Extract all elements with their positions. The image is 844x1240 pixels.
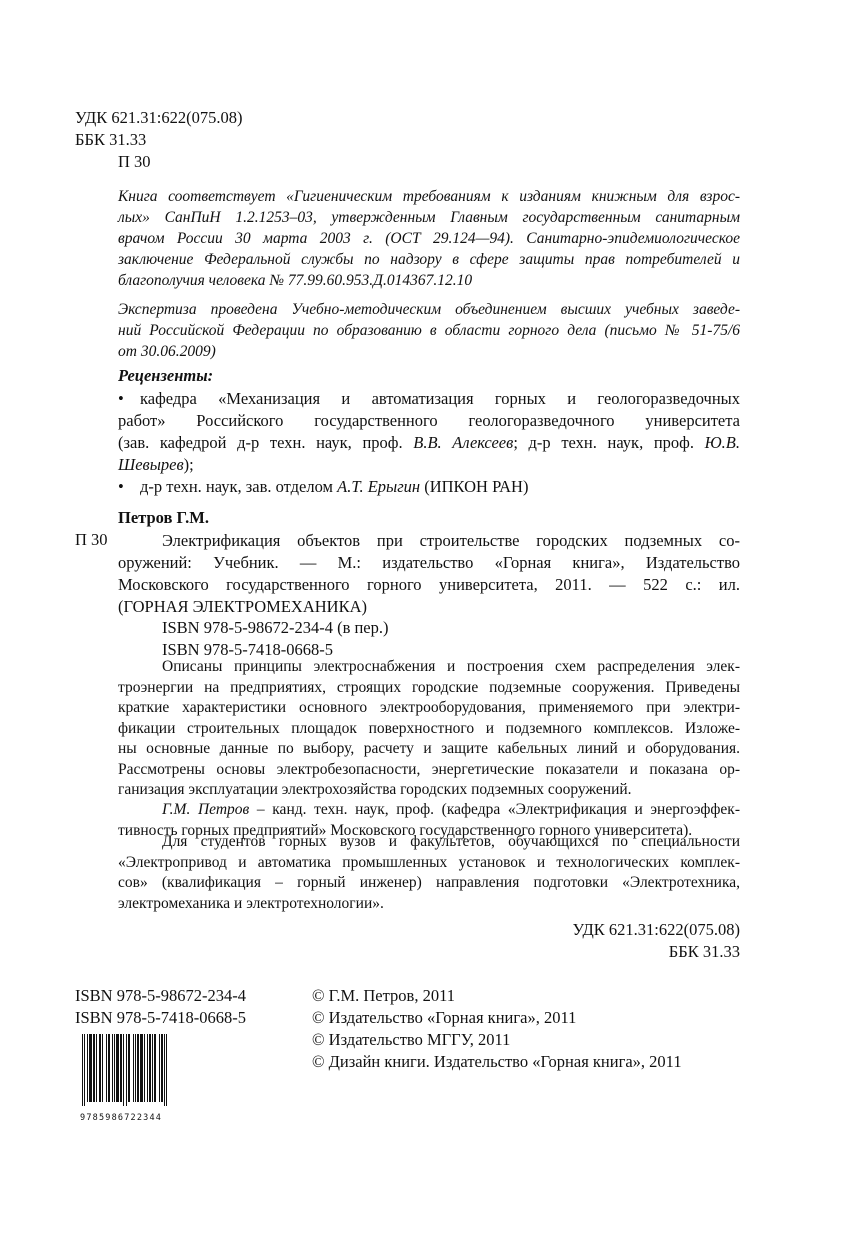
expertise-note bbox=[118, 299, 740, 362]
abstract-line bbox=[118, 800, 740, 821]
barcode-bar bbox=[114, 1034, 115, 1102]
barcode-bar bbox=[135, 1034, 136, 1102]
abstract-paragraph-3 bbox=[118, 832, 740, 914]
barcode-bar bbox=[137, 1034, 139, 1102]
barcode-bar bbox=[87, 1034, 88, 1102]
reviewer-1-text: ; д-р техн. наук, проф. bbox=[513, 433, 705, 452]
abstract-line: электромеханика и электротехнологии». bbox=[118, 894, 384, 912]
hygiene-note-line: Книга соответствует «Гигиеническим требованиям к изданиям книжным для взрос- bbox=[118, 188, 740, 205]
barcode-bar bbox=[126, 1034, 127, 1106]
barcode-bar bbox=[166, 1034, 167, 1106]
bullet-icon: • bbox=[118, 477, 124, 496]
barcode-bar bbox=[147, 1034, 148, 1102]
bbk-code: ББК 31.33 bbox=[75, 130, 147, 149]
expertise-note-line: ний Российской Федерации по образованию в области горного дела (письмо № 51-75/6 bbox=[118, 322, 740, 339]
barcode-bar bbox=[108, 1034, 110, 1102]
footer-isbn-2: ISBN 978-5-7418-0668-5 bbox=[75, 1008, 246, 1027]
abstract-line: Рассмотрены основы электробезопасности, энергетические показатели и показана ор- bbox=[118, 760, 740, 778]
entry-title-line: Московского государственного горного университета, 2011. — 522 с.: ил. bbox=[118, 575, 740, 594]
entry-author: Петров Г.М. bbox=[118, 508, 209, 527]
copyright-line: © Г.М. Петров, 2011 bbox=[312, 986, 455, 1005]
barcode-bar bbox=[128, 1034, 130, 1102]
reviewer-1-line bbox=[118, 432, 740, 454]
barcode-bar bbox=[102, 1034, 103, 1102]
barcode-number: 9785986722344 bbox=[80, 1113, 163, 1123]
abstract-author-name: Г.М. Петров bbox=[162, 801, 250, 818]
abstract-paragraph-1 bbox=[118, 657, 740, 801]
footer-isbn-1: ISBN 978-5-98672-234-4 bbox=[75, 986, 246, 1005]
barcode-bar bbox=[82, 1034, 83, 1106]
barcode-bars bbox=[80, 1034, 192, 1106]
barcode-bar bbox=[133, 1034, 134, 1102]
copyright-line: © Издательство «Горная книга», 2011 bbox=[312, 1008, 577, 1027]
expertise-note-line: от 30.06.2009) bbox=[118, 343, 216, 360]
barcode-bar bbox=[99, 1034, 101, 1102]
abstract-line: Описаны принципы электроснабжения и построения схем распределения элек- bbox=[162, 658, 740, 675]
reviewer-1-text: (зав. кафедрой д-р техн. наук, проф. bbox=[118, 433, 414, 452]
expertise-note-line: Экспертиза проведена Учебно-методическим объединением высших учебных заведе- bbox=[118, 301, 740, 318]
entry-title-line: оружений: Учебник. — М.: издательство «Горная книга», Издательство bbox=[118, 553, 740, 572]
barcode-bar bbox=[149, 1034, 151, 1102]
reviewer-1-text: ); bbox=[183, 455, 194, 474]
barcode-bar bbox=[161, 1034, 163, 1102]
bottom-bbk-code: ББК 31.33 bbox=[668, 942, 740, 961]
abstract-line: краткие характеристики основного электрооборудования, применяемого при электри- bbox=[118, 699, 740, 716]
barcode-bar bbox=[89, 1034, 92, 1102]
reviewer-2-initials: Ю.В. bbox=[704, 433, 740, 452]
reviewer-1-line bbox=[118, 454, 740, 476]
barcode-bar bbox=[120, 1034, 122, 1102]
entry-isbn-2: ISBN 978-5-7418-0668-5 bbox=[162, 640, 333, 659]
abstract-line: Для студентов горных вузов и факультетов, обучающихся по специальности bbox=[162, 833, 740, 850]
author-mark: П 30 bbox=[118, 152, 151, 171]
abstract-line: троэнергии на предприятиях, строящих городские подземные сооружения. Приведены bbox=[118, 678, 740, 696]
reviewer-item-2 bbox=[140, 477, 528, 497]
entry-isbn-1: ISBN 978-5-98672-234-4 (в пер.) bbox=[162, 618, 389, 637]
entry-title-line: Электрификация объектов при строительстве городских подземных со- bbox=[162, 531, 740, 550]
reviewer-item-1 bbox=[118, 388, 740, 476]
barcode-bar bbox=[96, 1034, 97, 1102]
udk-code: УДК 621.31:622(075.08) bbox=[75, 108, 243, 127]
hygiene-note bbox=[118, 186, 740, 291]
copyright-line: © Дизайн книги. Издательство «Горная книга», 2011 bbox=[312, 1052, 682, 1071]
reviewer-2-surname: Шевырев bbox=[118, 455, 184, 474]
entry-mark: П 30 bbox=[75, 530, 108, 549]
hygiene-note-line: заключение Федеральной службы по надзору в сфере защиты прав потребителей и bbox=[118, 251, 740, 268]
entry-title-line: (ГОРНАЯ ЭЛЕКТРОМЕХАНИКА) bbox=[118, 597, 368, 616]
abstract-line: тивность горных предприятий» Московского государственного горного университета). bbox=[118, 821, 693, 839]
abstract-line: «Электропривод и автоматика промышленных установок и технологических комплек- bbox=[118, 853, 740, 871]
bottom-udk-code: УДК 621.31:622(075.08) bbox=[572, 920, 740, 939]
barcode-bar bbox=[164, 1034, 165, 1106]
barcode-bar bbox=[84, 1034, 85, 1106]
abstract-line: ганизация эксплуатации электрохозяйства городских подземных сооружений. bbox=[118, 781, 632, 798]
hygiene-note-line: лых» СанПиН 1.2.1253–03, утвержденным Главным государственным санитарным bbox=[118, 209, 740, 226]
barcode-bar bbox=[140, 1034, 143, 1102]
barcode-bar bbox=[154, 1034, 156, 1102]
abstract-line: сов» (квалификация – горный инженер) направления подготовки «Электротехника, bbox=[118, 874, 740, 891]
reviewer-1-name: В.В. Алексеев bbox=[413, 433, 514, 452]
reviewers-heading: Рецензенты: bbox=[118, 366, 214, 385]
abstract-line: ны основные данные по выбору, расчету и защите кабельных линий и оборудования. bbox=[118, 740, 740, 757]
abstract-text: – канд. техн. наук, проф. (кафедра «Электрификация и энергоэффек- bbox=[249, 801, 740, 818]
copyright-line: © Издательство МГГУ, 2011 bbox=[312, 1030, 511, 1049]
reviewer-2-text: д-р техн. наук, зав. отделом bbox=[140, 477, 338, 496]
reviewer-1-line: кафедра «Механизация и автоматизация горных и геологоразведочных bbox=[140, 389, 740, 408]
reviewer-2-text: (ИПКОН РАН) bbox=[420, 477, 529, 496]
barcode-bar bbox=[159, 1034, 160, 1102]
barcode-bar bbox=[116, 1034, 119, 1102]
isbn-barcode bbox=[80, 1034, 192, 1123]
barcode-bar bbox=[123, 1034, 124, 1106]
barcode-bar bbox=[152, 1034, 153, 1102]
barcode-bar bbox=[106, 1034, 107, 1102]
barcode-bar bbox=[144, 1034, 145, 1102]
bullet-icon: • bbox=[118, 389, 124, 408]
hygiene-note-line: благополучия человека № 77.99.60.953.Д.014367.12.10 bbox=[118, 272, 473, 289]
reviewer-3-name: А.Т. Ерыгин bbox=[337, 477, 421, 496]
hygiene-note-line: врачом России 30 марта 2003 г. (ОСТ 29.124—94). Санитарно-эпидемиологическое bbox=[118, 230, 740, 247]
abstract-line: фикации строительных площадок поверхностного и подземного комплексов. Изложе- bbox=[118, 719, 740, 737]
barcode-bar bbox=[93, 1034, 95, 1102]
reviewer-1-line: работ» Российского государственного геологоразведочного университета bbox=[118, 411, 740, 430]
barcode-bar bbox=[112, 1034, 113, 1102]
entry-title bbox=[118, 530, 740, 618]
